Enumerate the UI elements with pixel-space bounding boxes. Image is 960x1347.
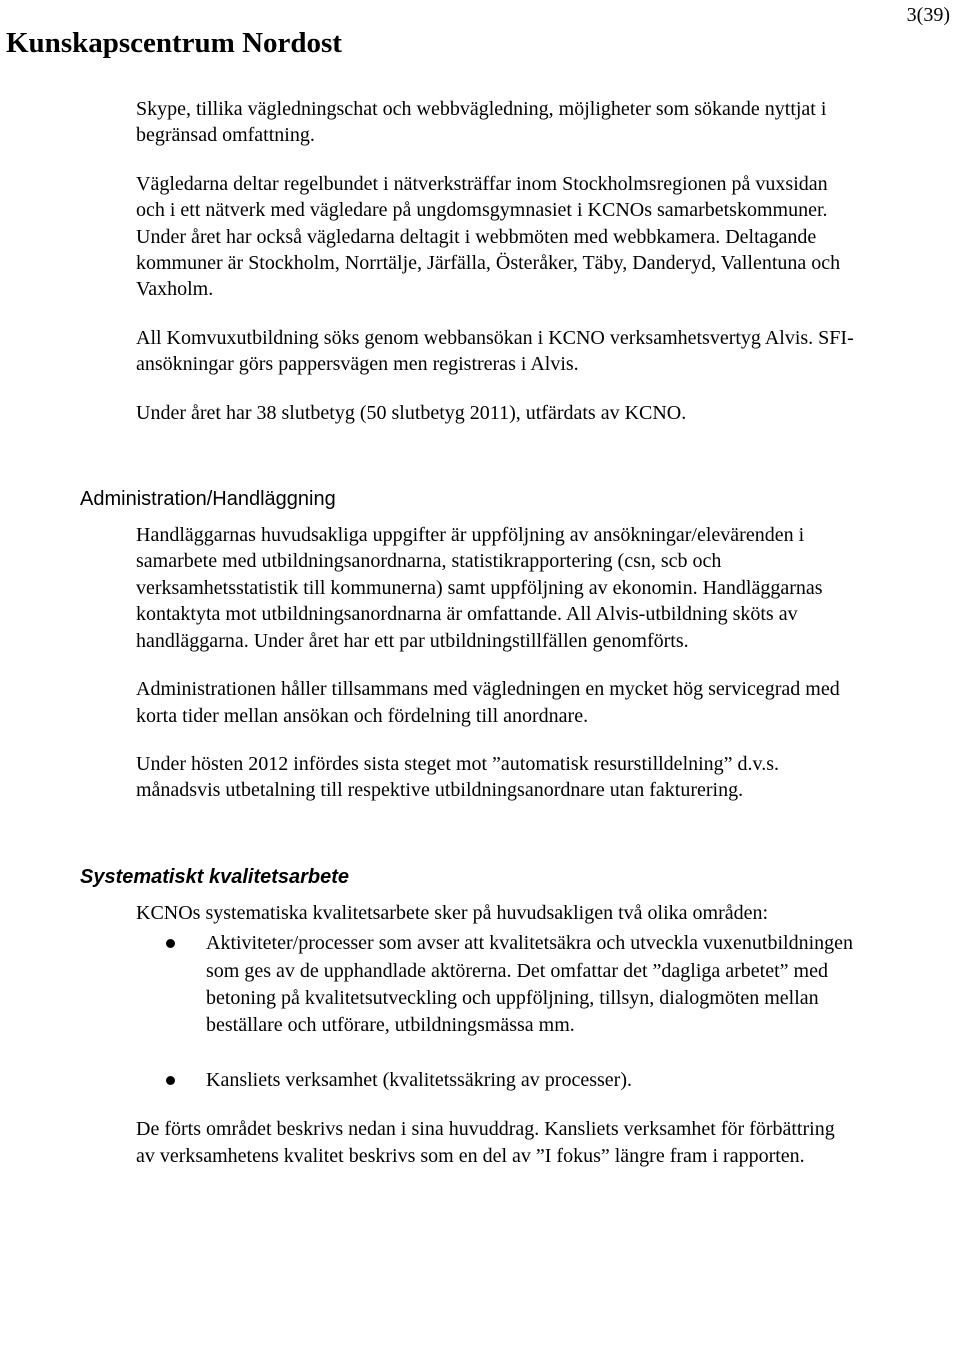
section-heading-administration: Administration/Handläggning <box>80 488 336 511</box>
page-number: 3(39) <box>906 4 950 26</box>
paragraph-kvalitet-outro: De förts området beskrivs nedan i sina huvuddrag. Kansliets verksamhet för förbättring av verksamhetens kvalitet beskrivs som en del av ”I fokus” längre fram i rapporten. <box>136 1118 835 1167</box>
paragraph-kvalitet-intro: KCNOs systematiska kvalitetsarbete sker på huvudsakligen två olika områden: <box>136 901 769 924</box>
section-heading-kvalitet: Systematiskt kvalitetsarbete <box>80 865 350 888</box>
bullet-icon <box>166 1076 175 1085</box>
bullet-list <box>0 930 960 1094</box>
page-header-title: Kunskapscentrum Nordost <box>6 27 342 59</box>
paragraph-natverk: Vägledarna deltar regelbundet i nätverksträffar inom Stockholmsregionen på vuxsidan och i ett nätverk med vägledare på ungdomsgymnasiet i KCNOs samarbetskommuner. Under året har också vägledarna deltagit i webbmöten med webbkamera. Deltagande kommuner är Stockholm, Norrtälje, Järfälla, Österåker, Täby, Danderyd, Vallentuna och Vaxholm. <box>136 172 841 301</box>
list-item <box>206 1067 866 1094</box>
list-item-text: Aktiviteter/processer som avser att kvalitetsäkra och utveckla vuxenutbildningen som ges av de upphandlade aktörerna. Det omfattar det ”dagliga arbetet” med betoning på kvalitetsutveckling och uppföljning, tillsyn, dialogmöten mellan beställare och utförare, utbildningsmässa mm. <box>206 932 854 1037</box>
list-item <box>206 930 866 1040</box>
document-body <box>0 96 960 1169</box>
bullet-icon <box>166 939 175 948</box>
list-item-text: Kansliets verksamhet (kvalitetssäkring av processer). <box>206 1068 632 1091</box>
paragraph-skype: Skype, tillika vägledningschat och webbvägledning, möjligheter som sökande nyttjat i begränsad omfattning. <box>136 98 827 147</box>
paragraph-resurstilldelning: Under hösten 2012 infördes sista steget mot ”automatisk resurstilldelning” d.v.s. månadsvis utbetalning till respektive utbildningsanordnare utan fakturering. <box>136 752 780 802</box>
paragraph-servicegrad: Administrationen håller tillsammans med vägledningen en mycket hög servicegrad med korta tider mellan ansökan och fördelning till anordnare. <box>136 678 840 727</box>
paragraph-handlaggare: Handläggarnas huvudsakliga uppgifter är uppföljning av ansökningar/elevärenden i samarbete med utbildningsanordnarna, statistikrapportering (csn, scb och verksamhetsstatistik till kommunerna) samt uppföljning av ekonomin. Handläggarnas kontaktyta mot utbildningsanordnarna är omfattande. All Alvis-utbildning sköts av handläggarna. Under året har ett par utbildningstillfällen genomförts. <box>136 524 823 652</box>
paragraph-slutbetyg: Under året har 38 slutbetyg (50 slutbetyg 2011), utfärdats av KCNO. <box>136 401 687 424</box>
paragraph-alvis: All Komvuxutbildning söks genom webbansökan i KCNO verksamhetsvertyg Alvis. SFI-ansökningar görs pappersvägen men registreras i Alvis. <box>136 326 854 376</box>
